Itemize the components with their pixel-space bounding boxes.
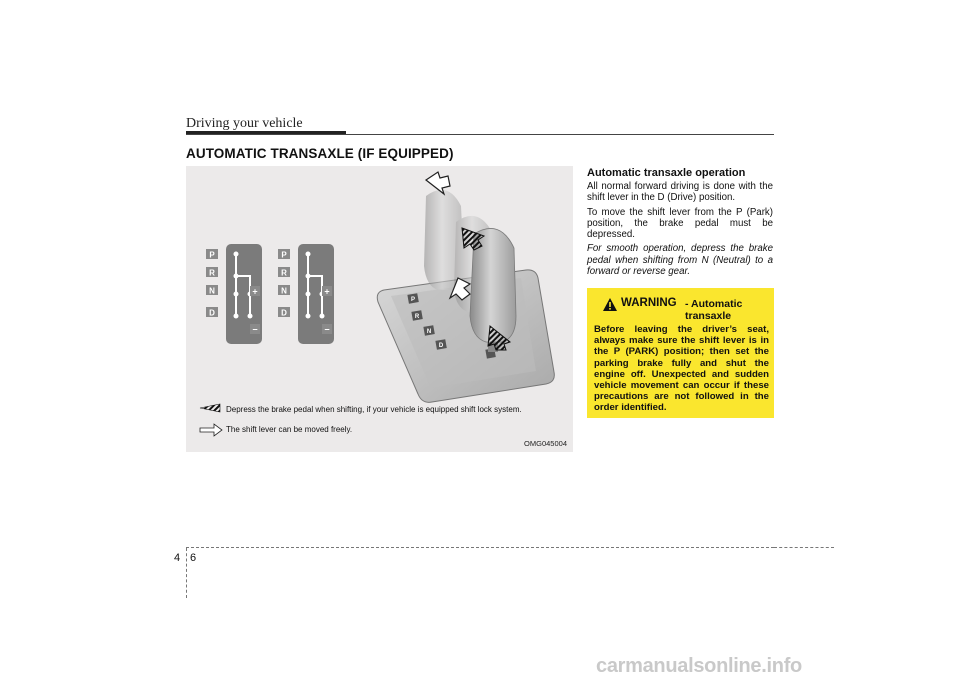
warning-box xyxy=(587,288,774,418)
legend-text-free: The shift lever can be moved freely. xyxy=(226,425,353,434)
page-chapter: 4 xyxy=(174,552,181,564)
warning-triangle-icon xyxy=(603,298,617,311)
legend-text-brake: Depress the brake pedal when shifting, if your vehicle is equipped shift lock system. xyxy=(226,405,522,414)
operation-title: Automatic transaxle operation xyxy=(587,167,746,179)
gate1-label-d: D xyxy=(209,308,215,318)
figure-code: OMG045004 xyxy=(524,439,567,448)
console-label-d: D xyxy=(438,343,444,349)
operation-paragraph: To move the shift lever from the P (Park) position, the brake pedal must be depressed. xyxy=(587,206,773,241)
legend-outline-symbol xyxy=(200,424,222,436)
warning-header xyxy=(593,294,769,322)
operation-paragraph: All normal forward driving is done with the shift lever in the D (Drive) position. xyxy=(587,181,773,204)
header-rule xyxy=(186,134,774,135)
gate2-label-d: D xyxy=(281,308,287,318)
gate2-label-n: N xyxy=(281,286,287,296)
gate1-label-n: N xyxy=(209,286,215,296)
gate1-label-p: P xyxy=(209,250,215,260)
legend-hatched-symbol xyxy=(200,404,220,412)
site-watermark: carmanualsonline.info xyxy=(596,655,802,677)
shift-lever-figure xyxy=(186,166,573,452)
warning-body: Before leaving the driver’s seat, always make sure the shift lever is in the P (PARK) position; then set the parking brake fully and shut the engine off. Unexpected and sudden vehicle movement can occur if these precautions are not followed in the order identified. xyxy=(594,324,769,414)
console-label-r: R xyxy=(414,314,420,320)
page-number: 6 xyxy=(190,552,197,564)
gate2-label-r: R xyxy=(281,268,287,278)
warning-label: WARNING xyxy=(621,297,677,309)
footer-rule xyxy=(186,547,774,548)
legend-row-brake xyxy=(226,405,522,414)
warning-subtitle: - Automatic transaxle xyxy=(685,298,743,322)
shift-gate-diagram-1 xyxy=(206,244,262,344)
console-label-p: P xyxy=(410,297,416,303)
gate2-minus: − xyxy=(324,324,330,335)
gate1-minus: − xyxy=(252,324,258,335)
console-label-n: N xyxy=(426,329,432,335)
operation-body xyxy=(587,181,773,280)
gate2-plus: + xyxy=(324,286,330,297)
shift-gate-diagram-2 xyxy=(278,244,334,344)
legend-row-free xyxy=(226,425,352,434)
operation-italic-note: For smooth operation, depress the brake pedal when shifting from N (Neutral) to a forward or reverse gear. xyxy=(587,243,773,278)
page-header-title: Driving your vehicle xyxy=(186,116,303,131)
gate2-label-p: P xyxy=(281,250,287,260)
gate1-label-r: R xyxy=(209,268,215,278)
gate1-plus: + xyxy=(252,286,258,297)
section-title: AUTOMATIC TRANSAXLE (IF EQUIPPED) xyxy=(186,146,454,161)
footer-divider xyxy=(186,548,187,598)
footer-rule-extension xyxy=(774,547,834,548)
